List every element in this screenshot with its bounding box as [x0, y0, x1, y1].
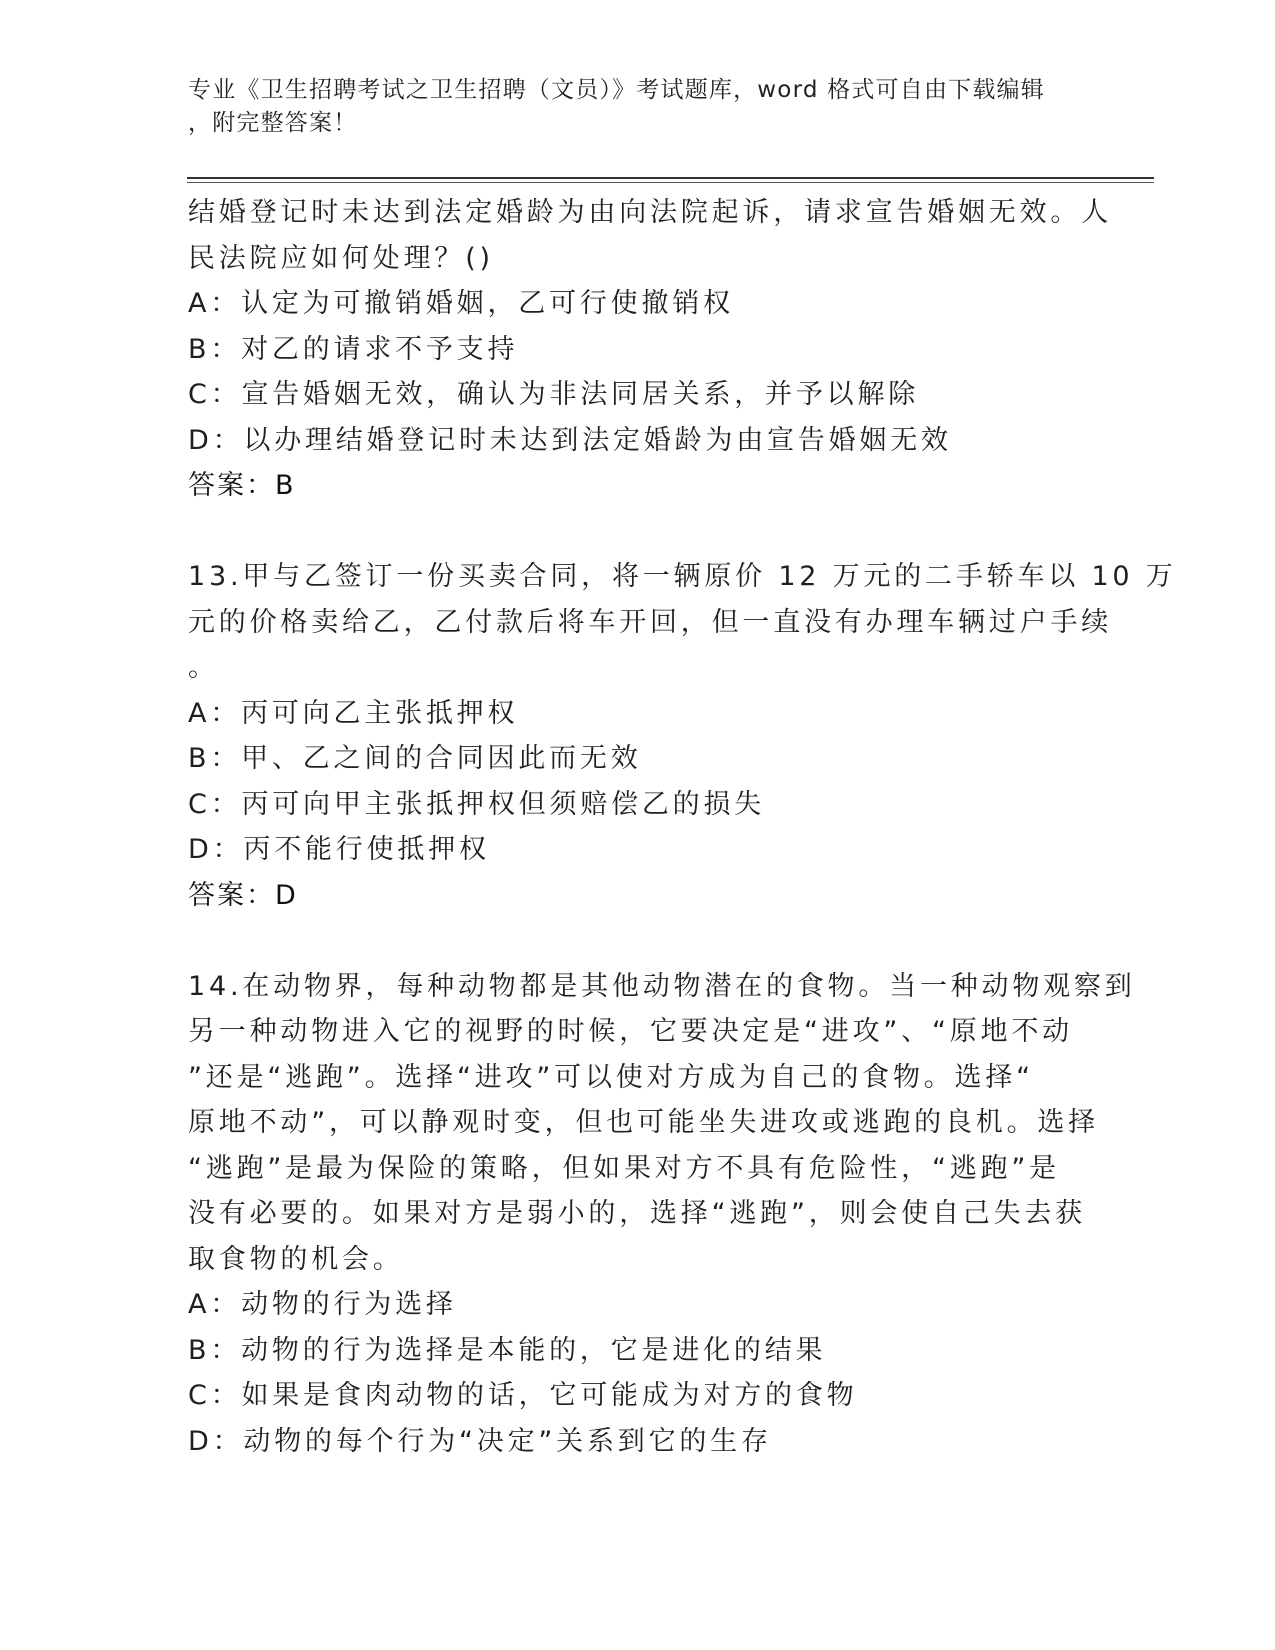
spacer — [188, 509, 1088, 555]
header-rule-thin — [187, 182, 1154, 183]
option-c: C：宣告婚姻无效，确认为非法同居关系，并予以解除 — [188, 379, 920, 410]
question-stem-line: 。 — [188, 652, 219, 683]
option-a: A：丙可向乙主张抵押权 — [188, 697, 519, 729]
question-12 — [188, 190, 1112, 509]
answer-line: 答案：B — [188, 470, 296, 501]
question-stem-line: “逃跑”是最为保险的策略，但如果对方不具有危险性，“逃跑”是 — [188, 1152, 1060, 1184]
header-line-1: 专业《卫生招聘考试之卫生招聘（文员）》考试题库，word 格式可自由下载编辑 — [188, 77, 1045, 103]
option-d: D：以办理结婚登记时未达到法定婚龄为由宣告婚姻无效 — [188, 424, 952, 456]
option-b: B：甲、乙之间的合同因此而无效 — [188, 743, 642, 774]
option-d: D：动物的每个行为“决定”关系到它的生存 — [188, 1425, 772, 1457]
question-stem-line: 另一种动物进入它的视野的时候，它要决定是“进攻”、“原地不动 — [188, 1016, 1073, 1047]
answer-line: 答案：D — [188, 879, 298, 911]
question-stem-line: 结婚登记时未达到法定婚龄为由向法院起诉，请求宣告婚姻无效。人 — [188, 197, 1112, 228]
spacer — [188, 918, 1088, 964]
question-14 — [188, 964, 1136, 1465]
option-a: A：认定为可撤销婚姻，乙可行使撤销权 — [188, 288, 734, 319]
question-stem-line: 原地不动”，可以静观时变，但也可能坐失进攻或逃跑的良机。选择 — [188, 1107, 1099, 1138]
header-rule-thick — [187, 177, 1154, 179]
document-header — [188, 74, 1068, 140]
question-13 — [188, 554, 1177, 918]
question-stem-line: 14.在动物界，每种动物都是其他动物潜在的食物。当一种动物观察到 — [188, 970, 1136, 1002]
option-d: D：丙不能行使抵押权 — [188, 834, 490, 865]
question-stem-line: 没有必要的。如果对方是弱小的，选择“逃跑”，则会使自己失去获 — [188, 1198, 1086, 1229]
option-a: A：动物的行为选择 — [188, 1289, 457, 1320]
option-b: B：动物的行为选择是本能的，它是进化的结果 — [188, 1334, 827, 1366]
option-c: C：丙可向甲主张抵押权但须赔偿乙的损失 — [188, 788, 766, 820]
question-stem-line: ”还是“逃跑”。选择“进攻”可以使对方成为自己的食物。选择“ — [188, 1061, 1034, 1093]
option-b: B：对乙的请求不予支持 — [188, 333, 519, 365]
question-stem-line: 元的价格卖给乙，乙付款后将车开回，但一直没有办理车辆过户手续 — [188, 606, 1112, 638]
header-line-2: ，附完整答案！ — [188, 110, 358, 136]
question-stem-line: 民法院应如何处理？() — [188, 242, 494, 274]
question-content — [188, 190, 1177, 1464]
question-stem-line: 取食物的机会。 — [188, 1243, 404, 1275]
question-stem-line: 13.甲与乙签订一份买卖合同，将一辆原价 12 万元的二手轿车以 10 万 — [188, 561, 1177, 592]
option-c: C：如果是食肉动物的话，它可能成为对方的食物 — [188, 1380, 858, 1411]
